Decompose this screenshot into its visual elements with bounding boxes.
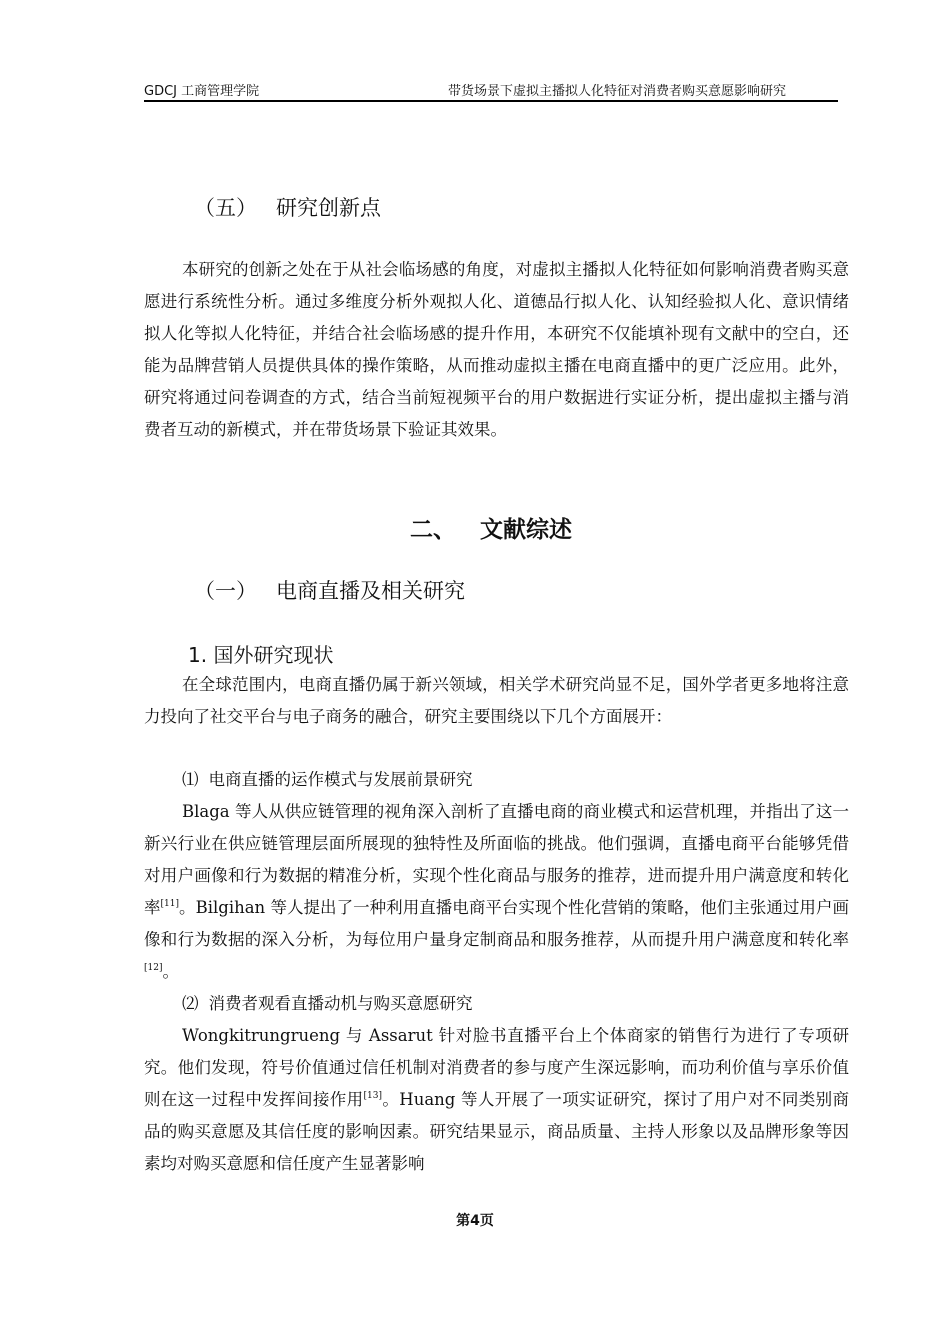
citation-ref: [12] — [144, 963, 163, 973]
chapter-title: 文献综述 — [480, 517, 572, 543]
item-title: 电商直播的运作模式与发展前景研究 — [208, 770, 473, 789]
subsection-heading-foreign-research: 1. 国外研究现状 — [188, 643, 334, 667]
intro-paragraph: 在全球范围内，电商直播仍属于新兴领域，相关学术研究尚显不足，国外学者更多地将注意力投向了社交平台与电子商务的融合，研究主要围绕以下几个方面展开： — [144, 675, 849, 726]
chapter-number: 二、 — [410, 517, 456, 543]
section-number: （五） — [194, 196, 257, 220]
list-item-operation-mode — [182, 764, 473, 796]
paragraph-text: Wongkitrungrueng 与 Assarut 针对脸书直播平台上个体商家的销售行为进行了专项研究。他们发现，符号价值通过信任机制对消费者的参与度产生深远影响，而功利价值与享乐价值则在这一过程中发挥间接作用 — [144, 1026, 849, 1109]
citation-ref: [11] — [160, 899, 180, 909]
item-number: ⑵ — [182, 994, 199, 1013]
section-title: 电商直播及相关研究 — [276, 579, 465, 603]
section-heading-innovation — [194, 192, 381, 222]
header-institution: GDCJ 工商管理学院 — [144, 84, 260, 99]
paragraph-text: 。 — [162, 962, 179, 981]
section-title: 研究创新点 — [276, 196, 381, 220]
item-number: ⑴ — [182, 770, 199, 789]
wongkitrungrueng-paragraph — [144, 1020, 849, 1180]
blaga-paragraph — [144, 796, 849, 988]
section-heading-ecommerce-live — [194, 575, 465, 605]
paragraph-text: Blaga 等人从供应链管理的视角深入剖析了直播电商的商业模式和运营机理，并指出了这一新兴行业在供应链管理层面所展现的独特性及所面临的挑战。他们强调，直播电商平台能够凭借对用户画像和行为数据的精准分析，实现个性化商品与服务的推荐，进而提升用户满意度和转化率 — [144, 802, 849, 917]
item-title: 消费者观看直播动机与购买意愿研究 — [208, 994, 473, 1013]
page-number: 第4页 — [456, 1213, 494, 1229]
list-item-viewing-motivation — [182, 988, 473, 1020]
section-number: （一） — [194, 579, 257, 603]
innovation-paragraph: 本研究的创新之处在于从社会临场感的角度，对虚拟主播拟人化特征如何影响消费者购买意愿进行系统性分析。通过多维度分析外观拟人化、道德品行拟人化、认知经验拟人化、意识情绪拟人化等拟人化特征，并结合社会临场感的提升作用，本研究不仅能填补现有文献中的空白，还能为品牌营销人员提供具体的操作策略，从而推动虚拟主播在电商直播中的更广泛应用。此外，研究将通过问卷调查的方式，结合当前短视频平台的用户数据进行实证分析，提出虚拟主播与消费者互动的新模式，并在带货场景下验证其效果。 — [144, 260, 849, 439]
paragraph-text: 。Huang 等人开展了一项实证研究，探讨了用户对不同类别商品的购买意愿及其信任度的影响因素。研究结果显示，商品质量、主持人形象以及品牌形象等因素均对购买意愿和信任度产生显著影响 — [144, 1090, 850, 1173]
citation-ref: [13] — [363, 1091, 383, 1101]
paragraph-text: 。Bilgihan 等人提出了一种利用直播电商平台实现个性化营销的策略，他们主张通过用户画像和行为数据的深入分析，为每位用户量身定制商品和服务推荐，从而提升用户满意度和转化率 — [144, 898, 849, 949]
running-header — [144, 78, 838, 102]
chapter-heading-literature-review — [144, 511, 838, 544]
header-paper-title: 带货场景下虚拟主播拟人化特征对消费者购买意愿影响研究 — [447, 84, 786, 99]
